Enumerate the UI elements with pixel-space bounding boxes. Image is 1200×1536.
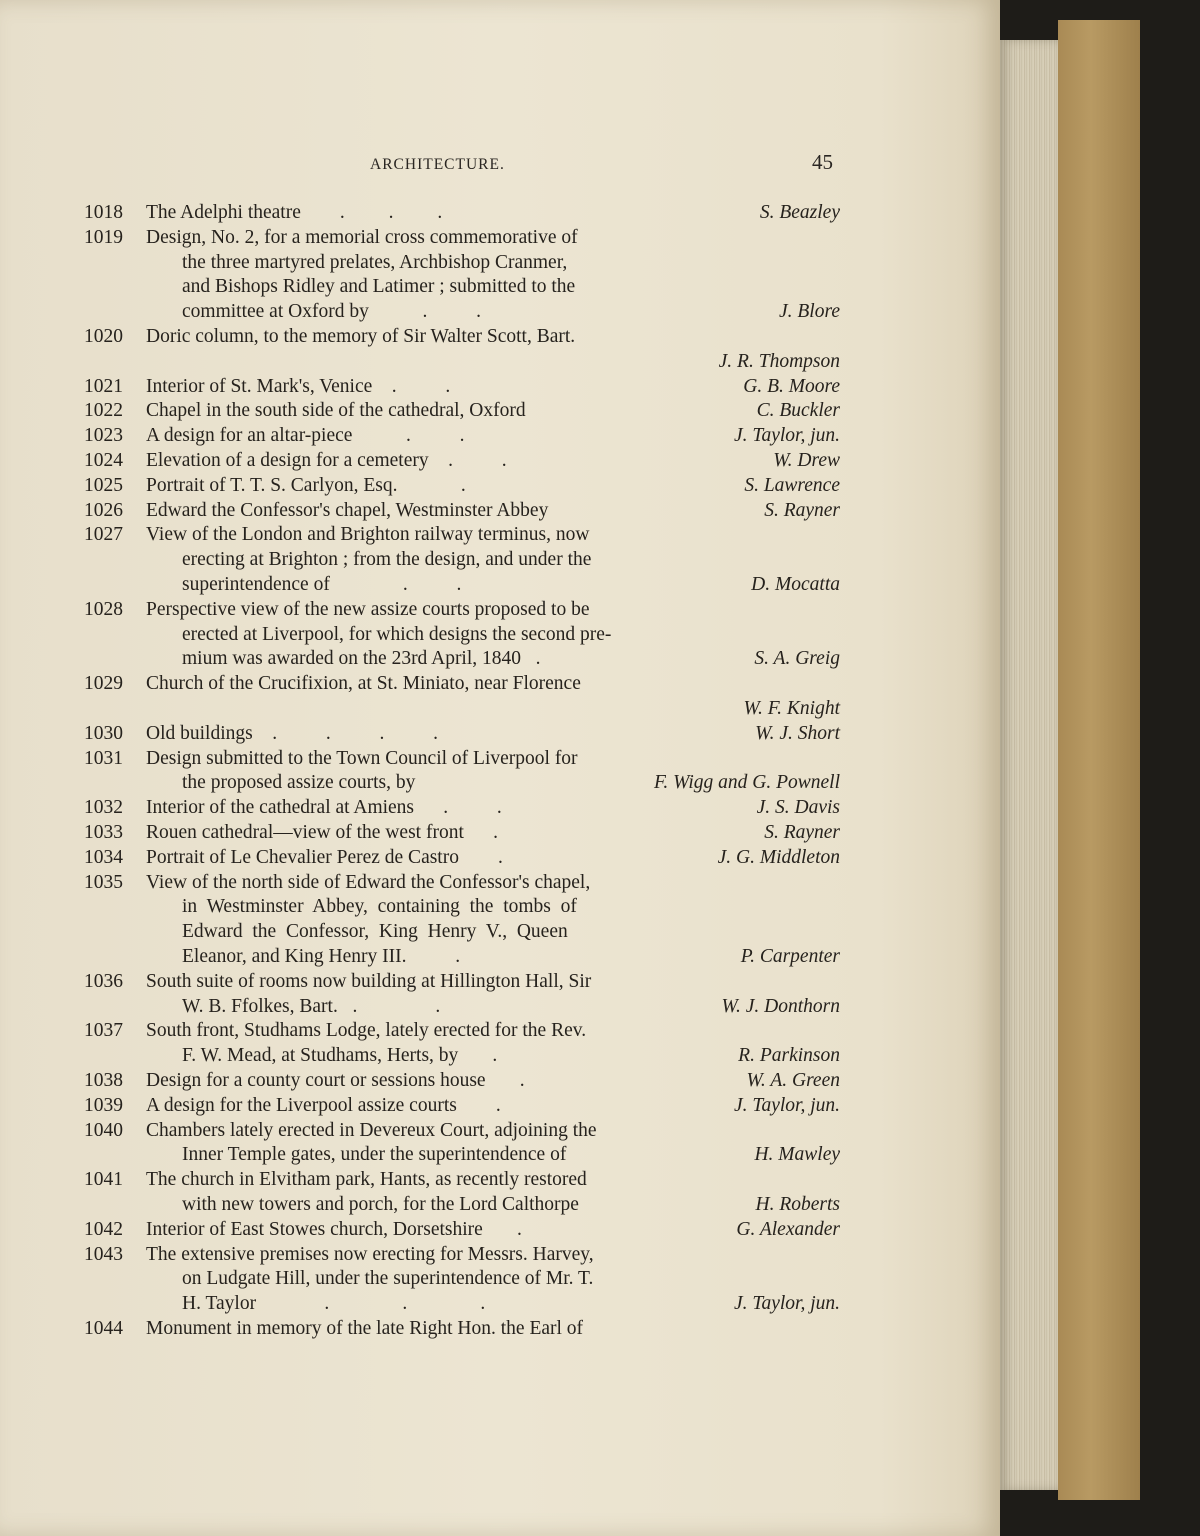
entry-author: H. Mawley xyxy=(754,1144,840,1166)
catalogue-line xyxy=(84,225,840,251)
entry-number: 1030 xyxy=(84,722,123,744)
catalogue-line xyxy=(84,721,840,747)
catalogue-line xyxy=(84,1316,840,1342)
entry-text: Chapel in the south side of the cathedral, Oxford xyxy=(146,400,526,422)
entry-author: W. Drew xyxy=(773,450,840,471)
catalogue-line xyxy=(84,646,840,672)
entry-text: The Adelphi theatre . . . xyxy=(146,202,443,223)
entry-number: 1031 xyxy=(84,747,123,769)
entry-text: The extensive premises now erecting for Messrs. Harvey, xyxy=(146,1243,594,1265)
catalogue-line xyxy=(84,398,840,424)
catalogue-line xyxy=(84,1018,840,1044)
entry-number: 1019 xyxy=(84,226,123,248)
entry-author: S. Rayner xyxy=(764,499,840,521)
book-fore-edge xyxy=(1000,40,1058,1490)
entry-text: View of the London and Brighton railway terminus, now xyxy=(146,524,590,546)
catalogue-line xyxy=(84,324,840,350)
entry-author: J. S. Davis xyxy=(756,797,840,819)
entry-number: 1024 xyxy=(84,450,123,471)
entry-text: Monument in memory of the late Right Hon. the Earl of xyxy=(146,1318,584,1339)
entry-author: G. Alexander xyxy=(736,1218,840,1240)
catalogue-line xyxy=(84,374,840,400)
catalogue-line xyxy=(84,1291,840,1317)
entry-text: Perspective view of the new assize courts proposed to be xyxy=(146,598,590,620)
catalogue-line xyxy=(84,200,840,226)
entry-text: Elevation of a design for a cemetery . . xyxy=(146,450,507,471)
entry-text: and Bishops Ridley and Latimer ; submitted to the xyxy=(182,276,576,298)
entry-author: J. R. Thompson xyxy=(718,350,840,372)
catalogue-line xyxy=(84,1167,840,1193)
entry-text: with new towers and porch, for the Lord Calthorpe xyxy=(182,1194,579,1215)
entry-number: 1037 xyxy=(84,1020,123,1042)
catalogue-line xyxy=(84,944,840,970)
entry-text: Eleanor, and King Henry III. . xyxy=(182,946,461,967)
catalogue-line xyxy=(84,274,840,300)
entry-text: Old buildings . . . . xyxy=(146,722,438,744)
entry-author: W. A. Green xyxy=(746,1070,840,1091)
catalogue-line xyxy=(84,1093,840,1119)
catalogue-line xyxy=(84,1192,840,1218)
entry-text: F. W. Mead, at Studhams, Herts, by . xyxy=(182,1045,498,1067)
catalogue-line xyxy=(84,870,840,896)
catalogue-line xyxy=(84,572,840,598)
entry-text: committee at Oxford by . . xyxy=(182,301,481,323)
catalogue-line xyxy=(84,498,840,524)
catalogue-line xyxy=(84,622,840,648)
catalogue-line xyxy=(84,770,840,796)
entry-number: 1041 xyxy=(84,1169,123,1191)
catalogue-line xyxy=(84,969,840,995)
catalogue-line xyxy=(84,696,840,722)
entry-author: W. F. Knight xyxy=(743,698,840,719)
entry-number: 1044 xyxy=(84,1318,123,1339)
entry-text: Design, No. 2, for a memorial cross commemorative of xyxy=(146,226,578,248)
entry-text: Design for a county court or sessions house . xyxy=(146,1070,525,1091)
catalogue-line xyxy=(84,349,840,375)
catalogue-line xyxy=(84,795,840,821)
entry-text: Edward the Confessor, King Henry V., Queen xyxy=(182,921,568,943)
entry-author: J. Taylor, jun. xyxy=(733,425,840,447)
catalogue-line xyxy=(84,671,840,697)
entry-text: in Westminster Abbey, containing the tombs of xyxy=(182,896,577,918)
entry-text: South front, Studhams Lodge, lately erected for the Rev. xyxy=(146,1020,587,1042)
running-head-title: ARCHITECTURE. xyxy=(370,156,505,173)
entry-number: 1018 xyxy=(84,202,123,223)
entry-text: View of the north side of Edward the Confessor's chapel, xyxy=(146,871,591,893)
entry-number: 1029 xyxy=(84,673,123,695)
entry-text: H. Taylor . . . xyxy=(182,1293,486,1315)
entry-author: H. Roberts xyxy=(755,1194,840,1215)
entry-number: 1027 xyxy=(84,524,123,546)
entry-text: erecting at Brighton ; from the design, and under the xyxy=(182,549,592,571)
catalogue-line xyxy=(84,423,840,449)
catalogue-line xyxy=(84,597,840,623)
entry-text: Portrait of Le Chevalier Perez de Castro . xyxy=(146,846,503,868)
catalogue-line xyxy=(84,1242,840,1268)
catalogue-line xyxy=(84,1068,840,1094)
entry-number: 1028 xyxy=(84,598,123,620)
entry-author: P. Carpenter xyxy=(740,946,840,967)
entry-author: R. Parkinson xyxy=(738,1045,840,1067)
entry-number: 1033 xyxy=(84,822,123,843)
book-cover-edge xyxy=(1058,20,1140,1500)
entry-text: Rouen cathedral—view of the west front . xyxy=(146,822,498,843)
entry-number: 1023 xyxy=(84,425,123,447)
entry-text: A design for an altar-piece . . xyxy=(146,425,465,447)
entry-number: 1034 xyxy=(84,846,123,868)
entry-number: 1026 xyxy=(84,499,123,521)
entry-text: Interior of East Stowes church, Dorsetshire . xyxy=(146,1218,522,1240)
catalogue-line xyxy=(84,994,840,1020)
catalogue-line xyxy=(84,746,840,772)
entry-author: F. Wigg and G. Pownell xyxy=(654,772,840,794)
catalogue-line xyxy=(84,919,840,945)
catalogue-line xyxy=(84,448,840,474)
entry-number: 1021 xyxy=(84,375,123,397)
entry-number: 1040 xyxy=(84,1119,123,1141)
entry-author: S. A. Greig xyxy=(754,648,840,670)
entry-text: Edward the Confessor's chapel, Westminster Abbey xyxy=(146,499,549,521)
entry-text: A design for the Liverpool assize courts . xyxy=(146,1094,501,1116)
entry-author: J. Blore xyxy=(778,301,840,323)
entry-text: Design submitted to the Town Council of Liverpool for xyxy=(146,747,578,769)
entry-number: 1020 xyxy=(84,326,123,347)
catalogue-line xyxy=(84,1142,840,1168)
catalogue-line xyxy=(84,1118,840,1144)
entry-text: Chambers lately erected in Devereux Court, adjoining the xyxy=(146,1119,597,1141)
catalogue-line xyxy=(84,1043,840,1069)
entry-author: S. Beazley xyxy=(759,202,840,223)
catalogue-line xyxy=(84,845,840,871)
entry-number: 1035 xyxy=(84,871,123,893)
entry-author: J. Taylor, jun. xyxy=(733,1094,840,1116)
entry-author: S. Lawrence xyxy=(744,474,840,496)
entry-text: the proposed assize courts, by xyxy=(182,772,416,794)
entry-text: mium was awarded on the 23rd April, 1840 . xyxy=(182,648,541,670)
page-number: 45 xyxy=(812,150,833,174)
entry-text: Interior of the cathedral at Amiens . . xyxy=(146,797,502,819)
entry-text: The church in Elvitham park, Hants, as recently restored xyxy=(146,1169,587,1191)
entry-text: the three martyred prelates, Archbishop Cranmer, xyxy=(182,251,568,273)
catalogue-line xyxy=(84,299,840,325)
catalogue-line xyxy=(84,473,840,499)
entry-text: on Ludgate Hill, under the superintendence of Mr. T. xyxy=(182,1268,594,1290)
entry-number: 1042 xyxy=(84,1218,123,1240)
entry-text: Doric column, to the memory of Sir Walter Scott, Bart. xyxy=(146,326,576,347)
entry-number: 1032 xyxy=(84,797,123,819)
entry-author: W. J. Donthorn xyxy=(721,995,840,1017)
entry-number: 1025 xyxy=(84,474,123,496)
entry-author: G. B. Moore xyxy=(743,375,840,397)
entry-number: 1036 xyxy=(84,970,123,992)
entry-number: 1038 xyxy=(84,1070,123,1091)
entry-author: W. J. Short xyxy=(755,722,840,744)
catalogue-line xyxy=(84,522,840,548)
entry-author: J. G. Middleton xyxy=(717,846,840,868)
catalogue-line xyxy=(84,894,840,920)
catalogue-line xyxy=(84,547,840,573)
entry-author: C. Buckler xyxy=(756,400,840,422)
entry-text: Portrait of T. T. S. Carlyon, Esq. . xyxy=(146,474,466,496)
entry-author: J. Taylor, jun. xyxy=(733,1293,840,1315)
entry-number: 1039 xyxy=(84,1094,123,1116)
catalogue-line xyxy=(84,250,840,276)
entry-number: 1043 xyxy=(84,1243,123,1265)
entry-text: erected at Liverpool, for which designs the second pre- xyxy=(182,623,612,645)
entry-text: W. B. Ffolkes, Bart. . . xyxy=(182,995,441,1017)
entry-text: Interior of St. Mark's, Venice . . xyxy=(146,375,451,397)
entry-number: 1022 xyxy=(84,400,123,422)
catalogue-line xyxy=(84,1266,840,1292)
catalogue-line xyxy=(84,820,840,846)
catalogue-line xyxy=(84,1217,840,1243)
entry-author: S. Rayner xyxy=(764,822,840,843)
entry-text: South suite of rooms now building at Hillington Hall, Sir xyxy=(146,970,592,992)
entry-text: Inner Temple gates, under the superintendence of xyxy=(182,1144,567,1166)
entry-author: D. Mocatta xyxy=(751,574,840,595)
entry-text: Church of the Crucifixion, at St. Miniato, near Florence xyxy=(146,673,581,695)
entry-text: superintendence of . . xyxy=(182,574,462,595)
